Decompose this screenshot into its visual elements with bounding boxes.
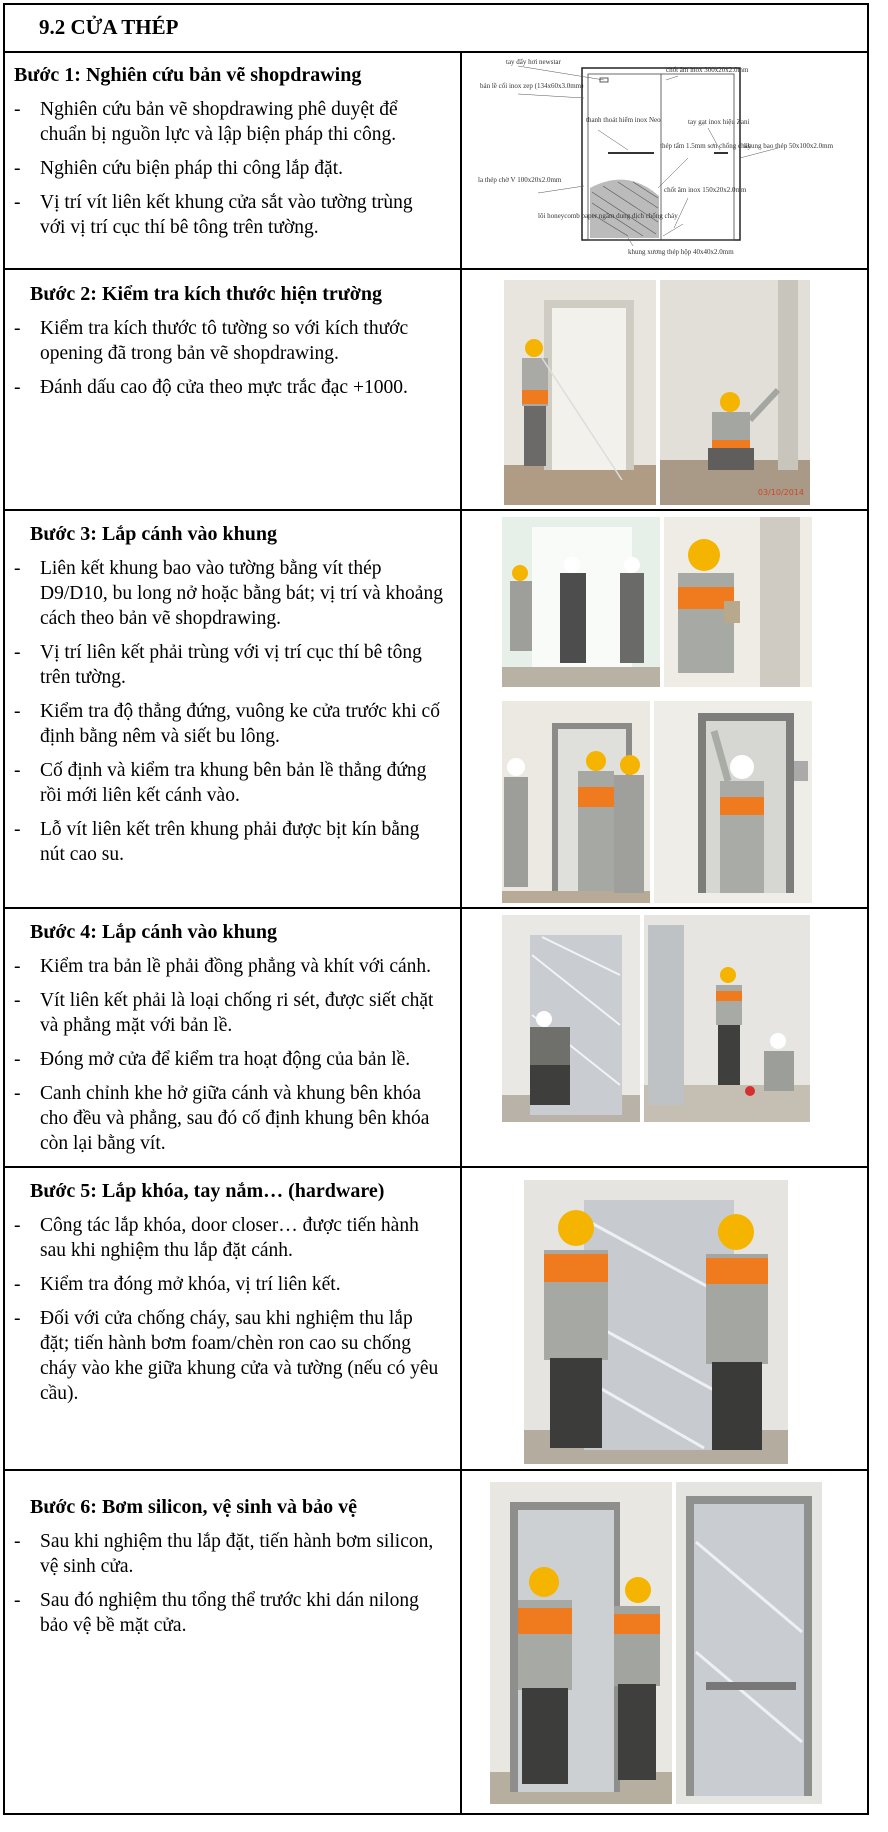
list-item: - Kiểm tra kích thước tô tường so với kích thước opening đã trong bản vẽ shopdrawing. <box>14 318 409 364</box>
step-1-title: Bước 1: Nghiên cứu bản vẽ shopdrawing <box>14 64 362 86</box>
drawing-label: khung bao thép 50x100x2.0mm <box>744 142 834 150</box>
site-photo <box>654 701 812 903</box>
list-item: - Đối với cửa chống cháy, sau khi nghiệm thu lắp đặt; tiến hành bơm foam/chèn ron cao su chống cháy vào khe giữa khung cửa và tường (nếu có yêu cầu). <box>14 1308 439 1404</box>
list-item: - Liên kết khung bao vào tường bằng vít thép D9/D10, bu long nở hoặc bằng bát; vị trí và khoảng cách theo bản vẽ shopdrawing. <box>14 558 443 629</box>
step-1-list <box>14 97 434 249</box>
drawing-label: tay gạt inox hiệu Zani <box>688 118 750 126</box>
list-item: - Nghiên cứu bản vẽ shopdrawing phê duyệt để chuẩn bị nguồn lực và lập biện pháp thi công. <box>14 99 398 145</box>
drawing-label: thanh thoát hiểm inox Neo <box>586 116 661 124</box>
list-item: - Vị trí liên kết phải trùng với vị trí cục thí bê tông trên tường. <box>14 642 422 688</box>
site-photo <box>504 280 656 505</box>
list-item: - Vị trí vít liên kết khung cửa sắt vào tường trùng với vị trí cục thí bê tông trên tường. <box>14 192 413 238</box>
list-item: - Công tác lắp khóa, door closer… được tiến hành sau khi nghiệm thu lắp đặt cánh. <box>14 1215 419 1261</box>
drawing-label: thép tấm 1.5mm sơn chống cháy <box>660 142 752 150</box>
site-photo <box>676 1482 822 1804</box>
site-photo <box>660 280 810 505</box>
site-photo <box>664 517 812 687</box>
site-photo <box>644 915 810 1122</box>
drawing-label: tay đẩy hơi newstar <box>506 58 561 66</box>
list-item: - Sau đó nghiệm thu tổng thể trước khi dán nilong bảo vệ bề mặt cửa. <box>14 1590 419 1636</box>
drawing-label: khung xương thép hộp 40x40x2.0mm <box>628 248 734 256</box>
site-photo <box>502 517 660 687</box>
step-2-title: Bước 2: Kiểm tra kích thước hiện trường <box>30 283 382 305</box>
list-item: - Sau khi nghiệm thu lắp đặt, tiến hành bơm silicon, vệ sinh cửa. <box>14 1531 434 1577</box>
list-item: - Lỗ vít liên kết trên khung phải được bịt kín bằng nút cao su. <box>14 819 420 865</box>
step-2-list <box>14 316 444 409</box>
site-photo <box>490 1482 672 1804</box>
list-item: - Đánh dấu cao độ cửa theo mực trắc đạc +1000. <box>14 377 408 398</box>
drawing-label: chốt âm inox 300x20x2.0mm <box>666 66 749 74</box>
door-shopdrawing <box>478 58 834 263</box>
step-4-list <box>14 954 444 1165</box>
list-item: - Nghiên cứu biện pháp thi công lắp đặt. <box>14 158 343 179</box>
drawing-label: la thép chờ V 100x20x2.0mm <box>478 176 562 184</box>
section-title: 9.2 CỬA THÉP <box>39 15 179 39</box>
step-5-list <box>14 1213 444 1415</box>
list-item: - Kiểm tra đóng mở khóa, vị trí liên kết. <box>14 1274 341 1295</box>
step-5-title: Bước 5: Lắp khóa, tay nắm… (hardware) <box>30 1180 385 1202</box>
list-item: - Canh chỉnh khe hở giữa cánh và khung bên khóa cho đều và phẳng, sau đó cố định khung bên khóa còn lại bằng vít. <box>14 1083 430 1154</box>
step-4-title: Bước 4: Lắp cánh vào khung <box>30 921 278 943</box>
drawing-label: chốt âm inox 150x20x2.0mm <box>664 186 747 194</box>
drawing-label: lõi honeycomb paper ngâm dung dịch chống cháy <box>538 212 678 220</box>
list-item: - Cố định và kiểm tra khung bên bản lề thẳng đứng rồi mới liên kết cánh vào. <box>14 760 427 806</box>
site-photo <box>502 915 640 1122</box>
photo-date: 03/10/2014 <box>757 488 804 497</box>
list-item: - Kiểm tra độ thẳng đứng, vuông ke cửa trước khi cố định bằng nêm và siết bu lông. <box>14 701 440 747</box>
step-6-title: Bước 6: Bơm silicon, vệ sinh và bảo vệ <box>30 1496 357 1518</box>
section-header <box>3 3 869 53</box>
step-3-title: Bước 3: Lắp cánh vào khung <box>30 523 278 545</box>
site-photo <box>524 1180 788 1464</box>
site-photo <box>502 701 650 903</box>
drawing-label: bản lề cối inox zep (134x60x3.0mm) <box>480 82 584 90</box>
step-3-list <box>14 556 444 876</box>
list-item: - Vít liên kết phải là loại chống ri sét, được siết chặt và phẳng mặt với bản lề. <box>14 990 434 1036</box>
list-item: - Đóng mở cửa để kiểm tra hoạt động của bản lề. <box>14 1049 411 1070</box>
list-item: - Kiểm tra bản lề phải đồng phẳng và khít với cánh. <box>14 956 431 977</box>
step-6-list <box>14 1529 444 1647</box>
